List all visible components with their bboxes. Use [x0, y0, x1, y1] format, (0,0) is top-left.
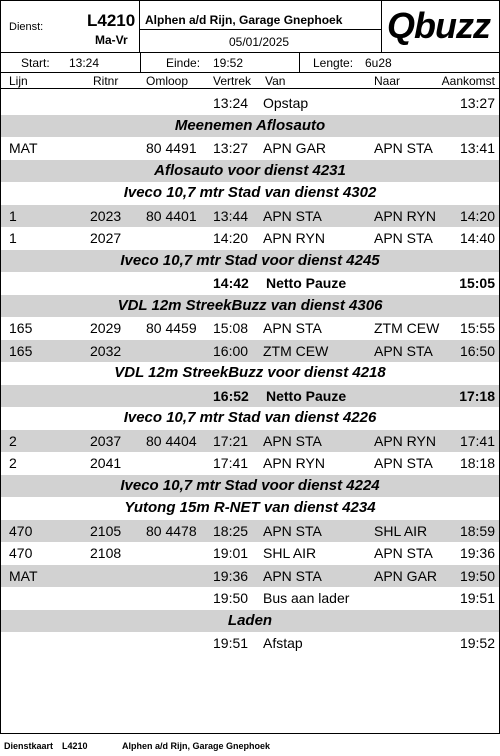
row-naar: ZTM CEW [374, 320, 440, 336]
row-vertrek: 19:50 [213, 590, 249, 606]
section-heading-text: Laden [227, 611, 273, 629]
footer-location: Alphen a/d Rijn, Garage Gnephoek [122, 741, 271, 751]
column-headers [1, 73, 499, 89]
section-heading [1, 160, 499, 183]
row-van: APN STA [263, 207, 322, 224]
col-vertrek: Vertrek [213, 74, 252, 88]
row-aankomst: 19:51 [459, 590, 495, 606]
start-label: Start: [21, 56, 50, 70]
row-naar: SHL AIR [374, 522, 428, 539]
row-van: APN STA [263, 320, 322, 336]
row-van: APN RYN [263, 455, 325, 471]
section-heading-text: Meenemen Aflosauto [174, 116, 326, 134]
row-van: ZTM CEW [263, 342, 329, 359]
pause-row [1, 272, 499, 295]
section-heading [1, 497, 499, 520]
trip-row [1, 587, 499, 610]
start-value: 13:24 [69, 56, 100, 70]
row-van: Netto Pauze [266, 275, 347, 291]
row-vertrek: 14:42 [213, 275, 249, 291]
trip-row [1, 430, 499, 453]
card-header [1, 1, 499, 53]
section-heading-text: Iveco 10,7 mtr Stad voor dienst 4245 [120, 251, 380, 269]
row-vertrek: 16:00 [213, 342, 249, 359]
row-ritnr: 2023 [90, 207, 122, 224]
col-van: Van [265, 74, 286, 88]
row-van: APN STA [263, 522, 322, 539]
row-aankomst: 19:52 [459, 635, 495, 651]
row-aankomst: 19:36 [459, 545, 495, 561]
row-vertrek: 17:21 [213, 432, 249, 449]
row-aankomst: 13:27 [459, 95, 495, 111]
trip-row [1, 227, 499, 250]
row-naar: APN STA [374, 230, 433, 246]
row-lijn: MAT [9, 567, 38, 584]
section-heading [1, 475, 499, 498]
row-vertrek: 13:24 [213, 95, 249, 111]
row-van: APN STA [263, 432, 322, 449]
section-heading [1, 250, 499, 273]
row-lijn: 2 [9, 432, 17, 449]
dienst-days: Ma-Vr [95, 33, 128, 47]
row-van: APN GAR [263, 140, 327, 156]
row-lijn: 165 [9, 342, 33, 359]
row-lijn: 2 [9, 455, 17, 471]
service-date: 05/01/2025 [229, 35, 290, 49]
row-ritnr: 2032 [90, 342, 122, 359]
row-vertrek: 17:41 [213, 455, 249, 471]
end-value: 19:52 [213, 56, 244, 70]
section-heading-text: VDL 12m StreekBuzz van dienst 4306 [117, 296, 383, 314]
row-aankomst: 17:41 [459, 432, 495, 449]
row-naar: APN STA [374, 455, 433, 471]
row-aankomst: 13:41 [459, 140, 495, 156]
row-van: APN RYN [263, 230, 325, 246]
row-aankomst: 14:40 [459, 230, 495, 246]
row-van: Bus aan lader [263, 590, 350, 606]
dienst-code: L4210 [87, 11, 136, 30]
row-naar: APN GAR [374, 567, 438, 584]
col-aankomst: Aankomst [441, 74, 495, 88]
garage-location: Alphen a/d Rijn, Garage Gnephoek [145, 13, 343, 27]
row-vertrek: 18:25 [213, 522, 249, 539]
section-heading [1, 407, 499, 430]
row-aankomst: 15:55 [459, 320, 495, 336]
row-aankomst: 19:50 [459, 567, 495, 584]
schedule-rows [1, 92, 499, 655]
trip-row [1, 317, 499, 340]
trip-row [1, 92, 499, 115]
row-omloop: 80 4401 [146, 207, 197, 224]
row-vertrek: 13:44 [213, 207, 249, 224]
footer-card-code: L4210 [62, 741, 88, 751]
row-vertrek: 19:51 [213, 635, 249, 651]
section-heading-text: VDL 12m StreekBuzz voor dienst 4218 [114, 364, 386, 381]
trip-row [1, 340, 499, 363]
row-omloop: 80 4478 [146, 522, 197, 539]
row-aankomst: 17:18 [459, 387, 495, 404]
section-heading-text: Iveco 10,7 mtr Stad voor dienst 4224 [120, 476, 380, 494]
section-heading-text: Aflosauto voor dienst 4231 [154, 161, 346, 179]
row-vertrek: 15:08 [213, 320, 249, 336]
row-aankomst: 16:50 [459, 342, 495, 359]
pause-row [1, 385, 499, 408]
row-vertrek: 13:27 [213, 140, 249, 156]
row-van: Opstap [263, 95, 309, 111]
time-summary [1, 53, 499, 73]
row-lijn: 470 [9, 545, 33, 561]
col-ritnr: Ritnr [93, 74, 119, 88]
row-ritnr: 2108 [90, 545, 122, 561]
length-label: Lengte: [313, 56, 354, 70]
row-ritnr: 2041 [90, 455, 122, 471]
row-lijn: 1 [9, 230, 17, 246]
dienst-label: Dienst: [9, 21, 44, 33]
row-van: Afstap [263, 635, 303, 651]
row-naar: APN STA [374, 545, 433, 561]
trip-row [1, 205, 499, 228]
col-naar: Naar [374, 74, 401, 88]
col-lijn: Lijn [9, 74, 28, 88]
col-omloop: Omloop [146, 74, 189, 88]
row-ritnr: 2105 [90, 522, 122, 539]
row-van: APN STA [263, 567, 322, 584]
trip-row [1, 565, 499, 588]
end-label: Einde: [166, 56, 201, 70]
row-lijn: MAT [9, 140, 38, 156]
row-van: SHL AIR [263, 545, 317, 561]
trip-row [1, 137, 499, 160]
row-naar: APN RYN [374, 432, 436, 449]
trip-row [1, 520, 499, 543]
footer-card-label: Dienstkaart [4, 741, 54, 751]
row-ritnr: 2029 [90, 320, 122, 336]
trip-row [1, 542, 499, 565]
row-lijn: 470 [9, 522, 33, 539]
row-aankomst: 18:59 [459, 522, 495, 539]
section-heading-text: Iveco 10,7 mtr Stad van dienst 4302 [123, 184, 377, 201]
row-vertrek: 16:52 [213, 387, 249, 404]
row-vertrek: 19:36 [213, 567, 249, 584]
row-naar: APN STA [374, 342, 433, 359]
row-van: Netto Pauze [266, 387, 347, 404]
row-ritnr: 2037 [90, 432, 122, 449]
length-value: 6u28 [365, 56, 392, 70]
row-aankomst: 18:18 [459, 455, 495, 471]
section-heading-text: Iveco 10,7 mtr Stad van dienst 4226 [123, 409, 377, 426]
section-heading [1, 610, 499, 633]
row-aankomst: 14:20 [459, 207, 495, 224]
row-ritnr: 2027 [90, 230, 122, 246]
section-heading [1, 295, 499, 318]
row-aankomst: 15:05 [459, 275, 495, 291]
section-heading [1, 115, 499, 138]
section-heading [1, 182, 499, 205]
row-lijn: 165 [9, 320, 33, 336]
trip-row [1, 452, 499, 475]
row-naar: APN STA [374, 140, 433, 156]
row-naar: APN RYN [374, 207, 436, 224]
row-vertrek: 14:20 [213, 230, 249, 246]
row-omloop: 80 4459 [146, 320, 197, 336]
row-omloop: 80 4491 [146, 140, 197, 156]
section-heading [1, 362, 499, 385]
qbuzz-logo: Qbuzz [387, 5, 490, 46]
row-omloop: 80 4404 [146, 432, 197, 449]
section-heading-text: Yutong 15m R-NET van dienst 4234 [124, 499, 376, 516]
trip-row [1, 632, 499, 655]
row-lijn: 1 [9, 207, 17, 224]
row-vertrek: 19:01 [213, 545, 249, 561]
